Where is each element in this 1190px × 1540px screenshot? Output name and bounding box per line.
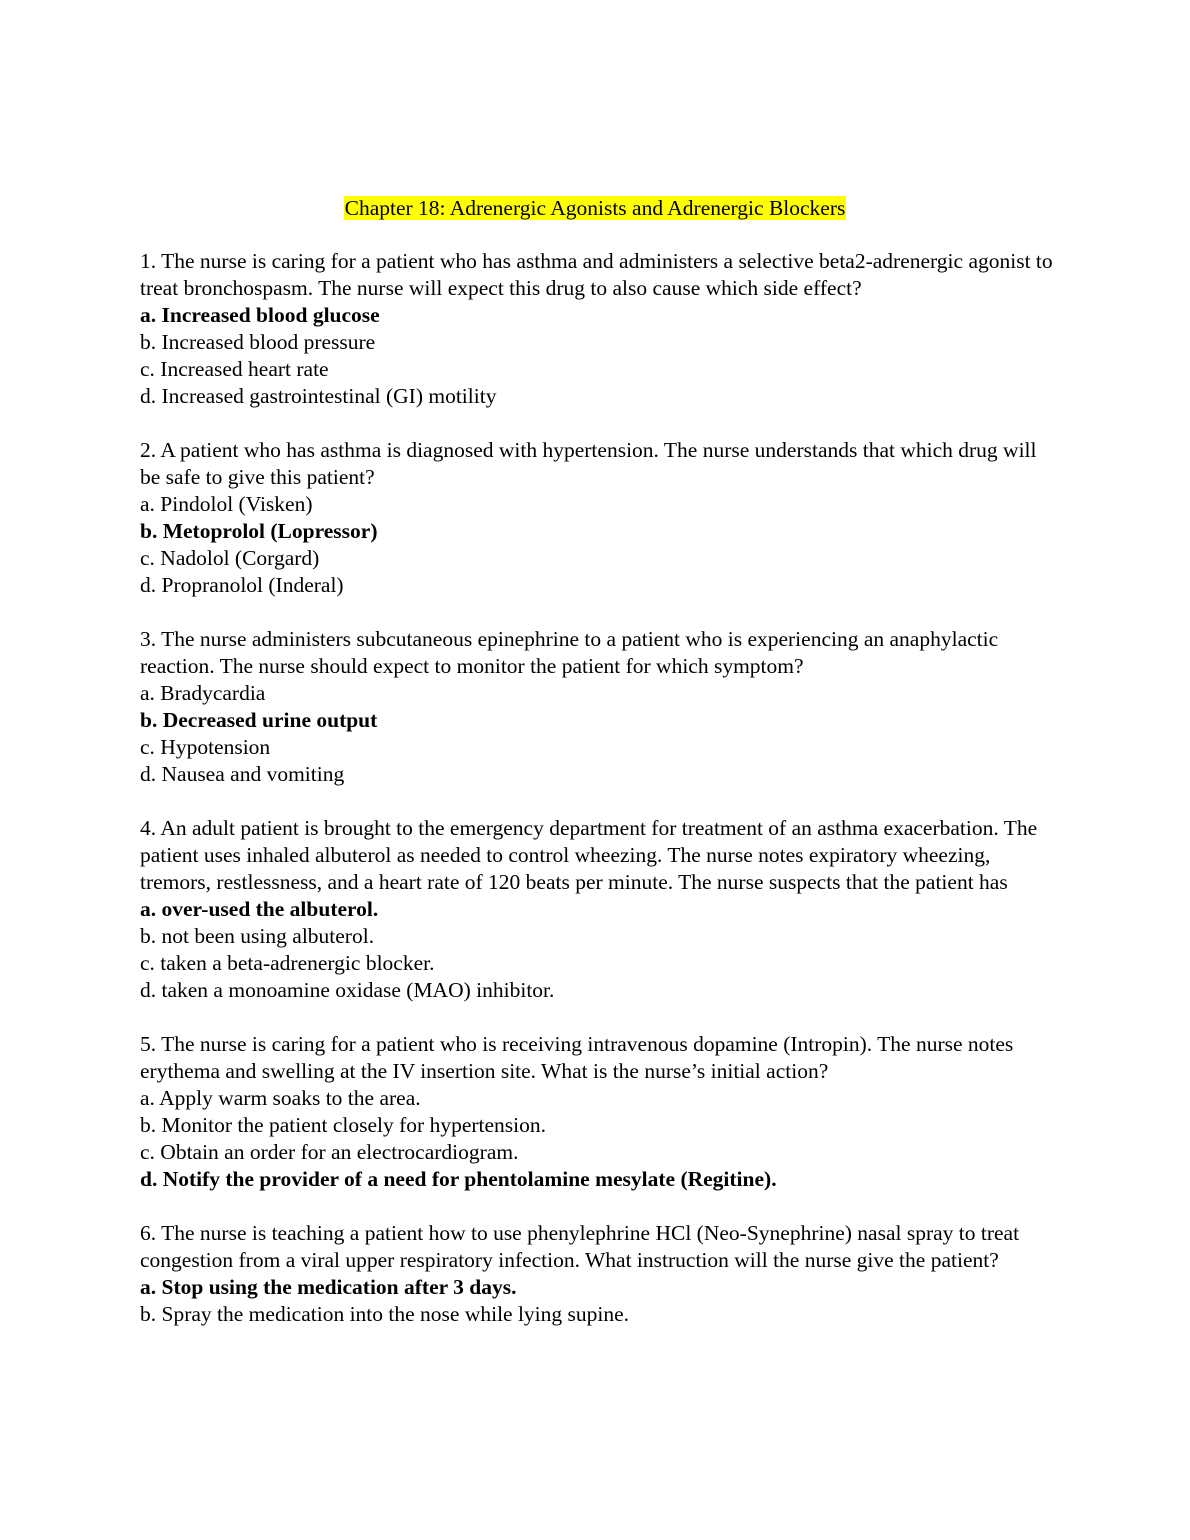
answer-option: b. Increased blood pressure <box>140 330 376 354</box>
chapter-title: Chapter 18: Adrenergic Agonists and Adrenergic Blockers <box>344 196 846 220</box>
answer-option: c. Increased heart rate <box>140 357 329 381</box>
answer-option: a. Pindolol (Visken) <box>140 492 313 516</box>
answer-option: d. taken a monoamine oxidase (MAO) inhibitor. <box>140 978 555 1002</box>
answer-option: b. Monitor the patient closely for hypertension. <box>140 1113 547 1137</box>
question-stem: 1. The nurse is caring for a patient who has asthma and administers a selective beta2-adrenergic agonist to treat bronchospasm. The nurse will expect this drug to also cause which side effect? <box>140 249 1053 300</box>
question-3 <box>140 626 1060 788</box>
answer-option: d. Notify the provider of a need for phentolamine mesylate (Regitine). <box>140 1167 777 1191</box>
answer-option: a. Apply warm soaks to the area. <box>140 1086 421 1110</box>
answer-option: c. Nadolol (Corgard) <box>140 546 320 570</box>
answer-option: b. Decreased urine output <box>140 708 378 732</box>
question-6 <box>140 1220 1060 1328</box>
answer-option: b. not been using albuterol. <box>140 924 375 948</box>
question-list <box>140 248 1060 1355</box>
answer-option: a. over-used the albuterol. <box>140 897 379 921</box>
question-stem: 5. The nurse is caring for a patient who is receiving intravenous dopamine (Intropin). The nurse notes erythema and swelling at the IV insertion site. What is the nurse’s initial action? <box>140 1032 1014 1083</box>
question-5 <box>140 1031 1060 1193</box>
answer-option: c. Obtain an order for an electrocardiogram. <box>140 1140 519 1164</box>
answer-option: c. taken a beta-adrenergic blocker. <box>140 951 435 975</box>
answer-option: d. Increased gastrointestinal (GI) motility <box>140 384 497 408</box>
question-stem: 3. The nurse administers subcutaneous epinephrine to a patient who is experiencing an anaphylactic reaction. The nurse should expect to monitor the patient for which symptom? <box>140 627 999 678</box>
question-2 <box>140 437 1060 599</box>
answer-option: b. Spray the medication into the nose while lying supine. <box>140 1302 630 1326</box>
answer-option: b. Metoprolol (Lopressor) <box>140 519 378 543</box>
question-stem: 4. An adult patient is brought to the emergency department for treatment of an asthma exacerbation. The patient uses inhaled albuterol as needed to control wheezing. The nurse notes expiratory wheezing, tremors, restlessness, and a heart rate of 120 beats per minute. The nurse suspects that the patient has <box>140 816 1038 894</box>
answer-option: a. Bradycardia <box>140 681 266 705</box>
chapter-heading <box>0 195 1190 222</box>
answer-option: c. Hypotension <box>140 735 271 759</box>
question-4 <box>140 815 1060 1004</box>
question-stem: 2. A patient who has asthma is diagnosed with hypertension. The nurse understands that which drug will be safe to give this patient? <box>140 438 1037 489</box>
answer-option: d. Propranolol (Inderal) <box>140 573 344 597</box>
answer-option: d. Nausea and vomiting <box>140 762 345 786</box>
question-1 <box>140 248 1060 410</box>
answer-option: a. Stop using the medication after 3 days. <box>140 1275 517 1299</box>
answer-option: a. Increased blood glucose <box>140 303 380 327</box>
question-stem: 6. The nurse is teaching a patient how to use phenylephrine HCl (Neo-Synephrine) nasal spray to treat congestion from a viral upper respiratory infection. What instruction will the nurse give the patient? <box>140 1221 1020 1272</box>
